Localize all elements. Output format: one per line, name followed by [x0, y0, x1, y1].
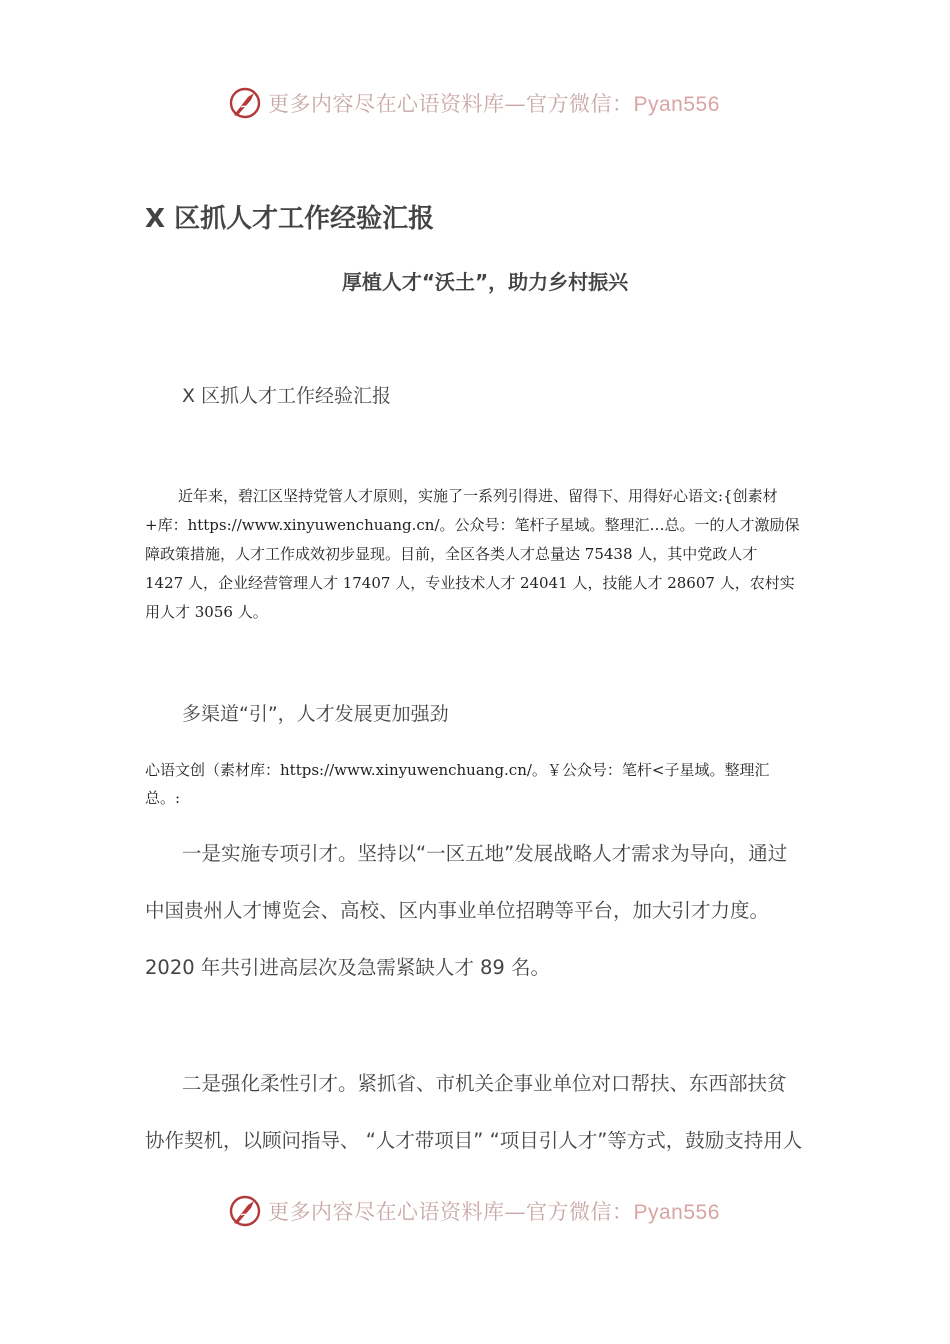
pen-nib-logo-icon — [228, 85, 264, 121]
intro-paragraph: 近年来，碧江区坚持党管人才原则，实施了一系列引得进、留得下、用得好心语文:{创素材+库：https://www.xinyuwenchuang.cn/。公众号：笔杆子星域。整理汇…总。一的人才激励保障政策措施，人才工作成效初步显现。目前，全区各类人才总量达 75438 人，其中党政人才 1427 人，企业经营管理人才 17407 人，专业技术人才 24041 人，技能人才 28607 人，农村实用人才 3056 人。 — [145, 487, 800, 621]
section-heading: 多渠道“引”，人才发展更加强劲 — [182, 703, 449, 725]
repeated-title: X 区抓人才工作经验汇报 — [182, 385, 392, 407]
header-watermark — [0, 82, 950, 126]
footer-watermark — [0, 1190, 950, 1234]
body-paragraph-2: 二是强化柔性引才。紧抓省、市机关企事业单位对口帮扶、东西部扶贫协作契机，以顾问指导、 “人才带项目” “项目引人才”等方式，鼓励支持用人 — [145, 1072, 803, 1152]
watermark-text: 更多内容尽在心语资料库—官方微信：Pyan556 — [268, 1200, 720, 1224]
wechat-id: Pyan556 — [633, 1201, 720, 1224]
document-title: X 区抓人才工作经验汇报 — [145, 204, 435, 234]
source-note: 心语文创（素材库：https://www.xinyuwenchuang.cn/。￥公众号：笔杆<子星域。整理汇总。: — [145, 761, 770, 807]
pen-nib-logo-icon — [228, 1193, 264, 1229]
watermark-text: 更多内容尽在心语资料库—官方微信：Pyan556 — [268, 92, 720, 116]
document-subtitle: 厚植人才“沃土”，助力乡村振兴 — [341, 270, 629, 294]
body-paragraph-1: 一是实施专项引才。坚持以“一区五地”发展战略人才需求为导向，通过中国贵州人才博览会、高校、区内事业单位招聘等平台，加大引才力度。2020 年共引进高层次及急需紧缺人才 89 名。 — [145, 842, 788, 979]
wechat-id: Pyan556 — [633, 93, 720, 116]
